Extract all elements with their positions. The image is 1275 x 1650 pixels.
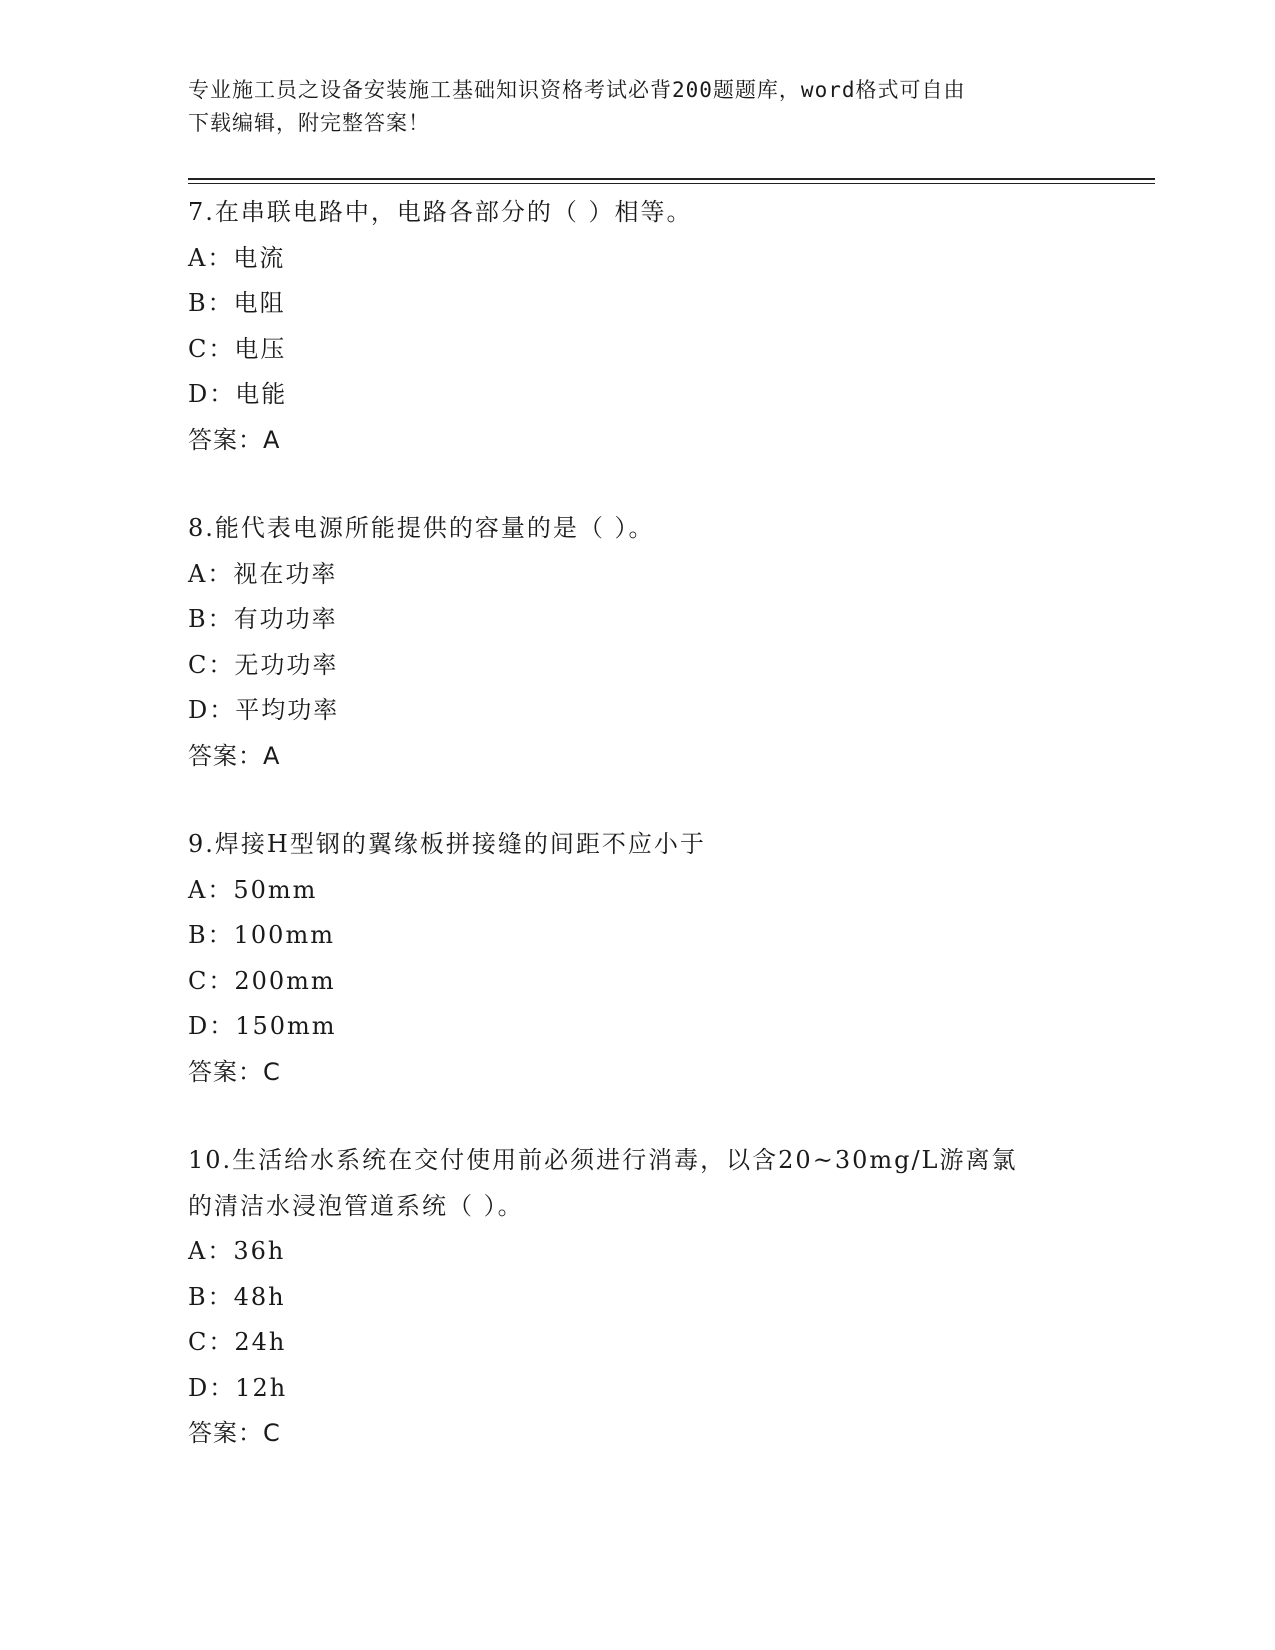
question-item xyxy=(188,822,1088,1095)
option-a: A：36h xyxy=(188,1237,286,1265)
option-c: C：无功功率 xyxy=(188,650,339,679)
option-c: C：200mm xyxy=(188,966,336,995)
answer-line: 答案：C xyxy=(188,1057,281,1086)
option-b: B：100mm xyxy=(188,921,335,949)
option-b: B：电阻 xyxy=(188,289,286,317)
question-stem: 8.能代表电源所能提供的容量的是（ ）。 xyxy=(188,514,655,542)
option-c: C：24h xyxy=(188,1328,287,1356)
header-line-2: 下载编辑，附完整答案！ xyxy=(188,111,430,135)
option-d: D：12h xyxy=(188,1373,288,1402)
question-stem: 10.生活给水系统在交付使用前必须进行消毒，以含20~30mg/L游离氯 xyxy=(188,1146,1018,1174)
option-b: B：48h xyxy=(188,1282,286,1311)
option-d: D：150mm xyxy=(188,1012,337,1040)
option-d: D：平均功率 xyxy=(188,696,340,724)
question-stem: 9.焊接H型钢的翼缘板拼接缝的间距不应小于 xyxy=(188,830,706,858)
question-stem-continued: 的清洁水浸泡管道系统（ ）。 xyxy=(188,1191,524,1220)
header-divider-thick xyxy=(188,178,1155,180)
option-a: A：50mm xyxy=(188,875,318,904)
answer-line: 答案：A xyxy=(188,425,281,454)
question-stem: 7.在串联电路中，电路各部分的（ ）相等。 xyxy=(188,198,693,226)
option-b: B：有功功率 xyxy=(188,605,338,633)
option-a: A：视在功率 xyxy=(188,559,338,588)
header-divider-thin xyxy=(188,183,1155,184)
question-item xyxy=(188,1138,1088,1457)
question-item xyxy=(188,190,1088,463)
header-line-1: 专业施工员之设备安装施工基础知识资格考试必背200题题库，word格式可自由 xyxy=(188,78,966,102)
document-header xyxy=(188,74,1088,140)
option-c: C：电压 xyxy=(188,334,287,363)
question-item xyxy=(188,506,1088,779)
option-d: D：电能 xyxy=(188,380,288,408)
question-list xyxy=(188,190,1088,1500)
option-a: A：电流 xyxy=(188,243,286,272)
answer-line: 答案：C xyxy=(188,1419,281,1447)
answer-line: 答案：A xyxy=(188,741,281,770)
